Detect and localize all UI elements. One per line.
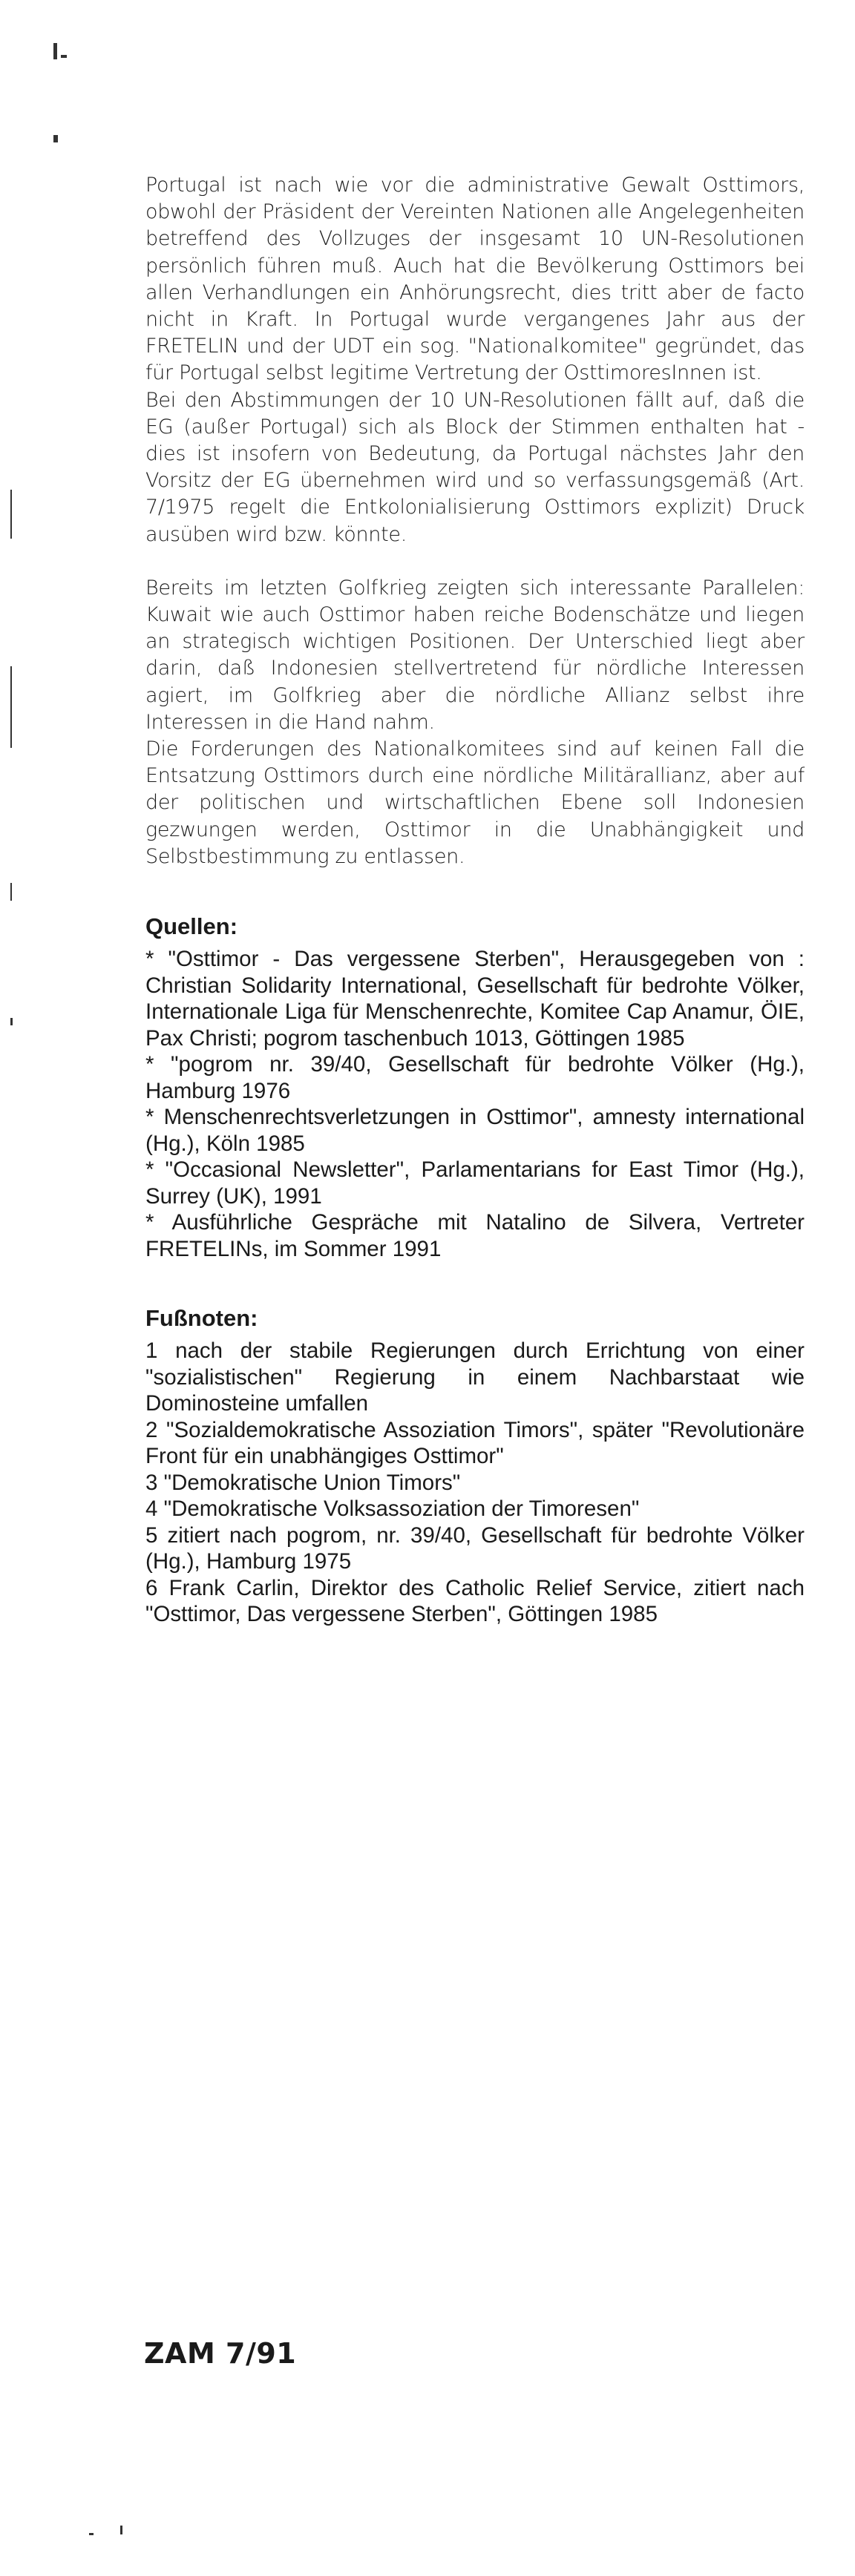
source-item: * "pogrom nr. 39/40, Gesellschaft für bedrohte Völker (Hg.), Hamburg 1976 <box>145 1052 805 1103</box>
footnote-item: 6 Frank Carlin, Direktor des Catholic Relief Service, zitiert nach "Osttimor, Das vergessene Sterben", Göttingen 1985 <box>145 1575 805 1627</box>
scan-mark <box>61 55 67 58</box>
margin-line <box>10 666 12 748</box>
article-column <box>145 172 805 1628</box>
source-item: * Menschenrechtsverletzungen in Osttimor", amnesty international (Hg.), Köln 1985 <box>145 1105 805 1156</box>
article-paragraph: Bereits im letzten Golfkrieg zeigten sich interessante Parallelen: Kuwait wie auch Osttimor haben reiche Bodenschätze und liegen an strategisch wichtigen Positionen. Der Unterschied liegt aber darin, daß Indonesien stellvertretend für nördliche Interessen agiert, im Golfkrieg aber die nördliche Allianz selbst ihre Interessen in die Hand nahm. <box>145 576 805 734</box>
sources-heading: Quellen: <box>145 913 238 940</box>
scan-mark <box>89 2533 94 2535</box>
footnote-item: 5 zitiert nach pogrom, nr. 39/40, Gesellschaft für bedrohte Völker (Hg.), Hamburg 1975 <box>145 1522 805 1574</box>
article-paragraph: Bei den Abstimmungen der 10 UN-Resolutionen fällt auf, daß die EG (außer Portugal) sich als Block der Stimmen enthalten hat - dies ist insofern von Bedeutung, da Portugal nächstes Jahr den Vorsitz der EG übernehmen wird und so verfassungsgemäß (Art. 7/1975 regelt die Entkolonialisierung Osttimors explizit) Druck ausüben wird bzw. könnte. <box>145 388 805 546</box>
scan-mark <box>120 2526 122 2534</box>
margin-line <box>10 490 12 539</box>
issue-footer: ZAM 7/91 <box>144 2337 297 2370</box>
scan-mark <box>53 135 58 142</box>
source-item: * "Osttimor - Das vergessene Sterben", Herausgegeben von : Christian Solidarity International, Gesellschaft für bedrohte Völker, Internationale Liga für Menschenrechte, Komitee Cap Anamur, ÖIE, Pax Christi; pogrom taschenbuch 1013, Göttingen 1985 <box>145 947 805 1051</box>
article-paragraph: Die Forderungen des Nationalkomitees sind auf keinen Fall die Entsatzung Osttimors durch eine nördliche Militärallianz, aber auf der politischen und wirtschaftlichen Ebene soll Indonesien gezwungen werden, Osttimor in die Unabhängigkeit und Selbstbestimmung zu entlassen. <box>145 737 805 868</box>
footnote-item: 4 "Demokratische Volksassoziation der Timoresen" <box>145 1496 640 1522</box>
footnote-item: 3 "Demokratische Union Timors" <box>145 1470 461 1495</box>
source-item: * "Occasional Newsletter", Parlamentarians for East Timor (Hg.), Surrey (UK), 1991 <box>145 1157 805 1209</box>
scan-mark <box>10 1018 13 1025</box>
footnote-item: 1 nach der stabile Regierungen durch Errichtung von einer "sozialistischen" Regierung in einem Nachbarstaat wie Dominosteine umfallen <box>145 1338 805 1416</box>
scan-mark <box>53 43 57 59</box>
source-item: * Ausführliche Gespräche mit Natalino de Silvera, Vertreter FRETELINs, im Sommer 1991 <box>145 1210 805 1261</box>
footnote-item: 2 "Sozialdemokratische Assoziation Timors", später "Revolutionäre Front für ein unabhängiges Osttimor" <box>145 1417 805 1469</box>
article-paragraph: Portugal ist nach wie vor die administrative Gewalt Osttimors, obwohl der Präsident der Vereinten Nationen alle Angelegenheiten betreffend des Vollzuges der insgesamt 10 UN-Resolutionen persönlich führen muß. Auch hat die Bevölkerung Osttimors bei allen Verhandlungen ein Anhörungsrecht, dies tritt aber de facto nicht in Kraft. In Portugal wurde vergangenes Jahr aus der FRETELIN und der UDT ein sog. "Nationalkomitee" gegründet, das für Portugal selbst legitime Vertretung der OsttimoresInnen ist. <box>145 174 805 385</box>
scan-mark <box>10 883 12 901</box>
footnotes-heading: Fußnoten: <box>145 1305 258 1332</box>
